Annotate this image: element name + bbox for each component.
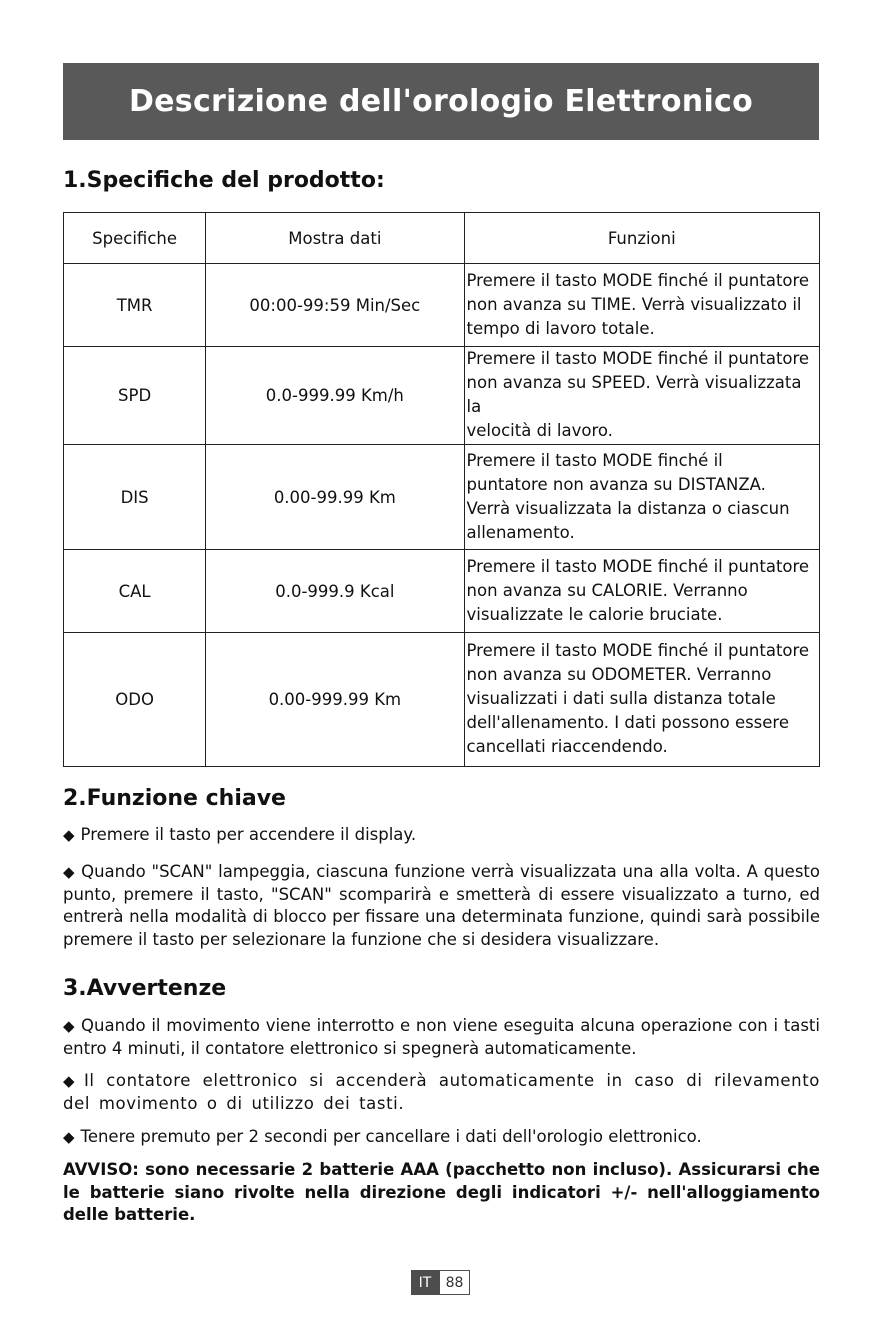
cell-range: 00:00-99:59 Min/Sec — [206, 264, 464, 347]
cell-range: 0.0-999.9 Kcal — [206, 550, 464, 633]
section-heading-specs: 1.Specifiche del prodotto: — [63, 168, 385, 193]
column-header-range: Mostra dati — [206, 213, 464, 264]
function-line: allenamento. — [466, 522, 575, 542]
cell-spec: SPD — [64, 347, 206, 445]
function-line: velocità di lavoro. — [466, 421, 613, 440]
spec-table — [63, 212, 820, 767]
function-line: Premere il tasto MODE finché il puntatore — [466, 556, 810, 576]
page-number: 88 — [439, 1270, 470, 1295]
function-line: Verrà visualizzata la distanza o ciascun — [466, 498, 790, 518]
function-line: non avanza su TIME. Verrà visualizzato il — [466, 294, 802, 314]
cell-spec: ODO — [64, 633, 206, 767]
table-row-tmr — [64, 264, 820, 347]
page-number-badge — [411, 1270, 470, 1295]
function-line: dell'allenamento. I dati possono essere — [466, 713, 790, 732]
section-heading-key-function: 2.Funzione chiave — [63, 786, 286, 811]
cell-range: 0.00-99.99 Km — [206, 445, 464, 550]
table-row-odo — [64, 633, 820, 767]
diamond-bullet-icon: ◆ — [63, 1128, 75, 1146]
page-title: Descrizione dell'orologio Elettronico — [128, 84, 754, 119]
cell-function — [464, 445, 819, 550]
cell-function — [464, 264, 819, 347]
cell-range: 0.0-999.99 Km/h — [206, 347, 464, 445]
page-banner — [63, 63, 819, 140]
function-line: Premere il tasto MODE finché il puntatore — [466, 349, 810, 368]
function-line: non avanza su CALORIE. Verranno — [466, 580, 748, 600]
cell-range: 0.00-999.99 Km — [206, 633, 464, 767]
language-code: IT — [411, 1270, 439, 1295]
function-line: puntatore non avanza su DISTANZA. — [466, 474, 766, 494]
diamond-bullet-icon: ◆ — [63, 863, 76, 881]
function-line: Premere il tasto MODE finché il puntatore — [466, 641, 810, 660]
warning-paragraph-3: ◆ Tenere premuto per 2 secondi per cancellare i dati dell'orologio elettronico. — [63, 1127, 702, 1146]
cell-function — [464, 633, 819, 767]
function-line: Premere il tasto MODE finché il — [466, 450, 723, 470]
cell-spec: CAL — [64, 550, 206, 633]
diamond-bullet-icon: ◆ — [63, 1017, 76, 1035]
table-header-row — [64, 213, 820, 264]
cell-function — [464, 347, 819, 445]
key-function-paragraph-1: ◆ Premere il tasto per accendere il display. — [63, 825, 417, 844]
section-heading-warnings: 3.Avvertenze — [63, 976, 227, 1001]
column-header-function: Funzioni — [464, 213, 819, 264]
table-row-dis — [64, 445, 820, 550]
key-function-paragraph-2: ◆ Quando "SCAN" lampeggia, ciascuna funzione verrà visualizzata una alla volta. A questo punto, premere il tasto, "SCAN" scomparirà e smetterà di essere visualizzato a turno, ed entrerà nella modalità di blocco per fissare una determinata funzione, quindi sarà possibile premere il tasto per selezionare la funzione che si desidera visualizzare. — [63, 862, 820, 949]
function-line: non avanza su ODOMETER. Verranno — [466, 665, 772, 684]
table-row-spd — [64, 347, 820, 445]
function-line: visualizzate le calorie bruciate. — [466, 604, 723, 624]
diamond-bullet-icon: ◆ — [63, 1072, 78, 1090]
function-line: cancellati riaccendendo. — [466, 737, 668, 756]
cell-spec: TMR — [64, 264, 206, 347]
function-line: Premere il tasto MODE finché il puntatore — [466, 270, 810, 290]
cell-spec: DIS — [64, 445, 206, 550]
warning-paragraph-2: ◆ Il contatore elettronico si accenderà automaticamente in caso di rilevamento del movimento o di utilizzo dei tasti. — [63, 1071, 820, 1113]
diamond-bullet-icon: ◆ — [63, 826, 75, 844]
table-row-cal — [64, 550, 820, 633]
warning-paragraph-1: ◆ Quando il movimento viene interrotto e non viene eseguita alcuna operazione con i tasti entro 4 minuti, il contatore elettronico si spegnerà automaticamente. — [63, 1016, 820, 1058]
function-line: visualizzati i dati sulla distanza totale — [466, 689, 776, 708]
function-line: tempo di lavoro totale. — [466, 318, 655, 338]
column-header-spec: Specifiche — [64, 213, 206, 264]
cell-function — [464, 550, 819, 633]
battery-notice: AVVISO: sono necessarie 2 batterie AAA (pacchetto non incluso). Assicurarsi che le batterie siano rivolte nella direzione degli indicatori +/- nell'alloggiamento delle batterie. — [63, 1160, 820, 1224]
function-line: non avanza su SPEED. Verrà visualizzata la — [466, 373, 802, 416]
